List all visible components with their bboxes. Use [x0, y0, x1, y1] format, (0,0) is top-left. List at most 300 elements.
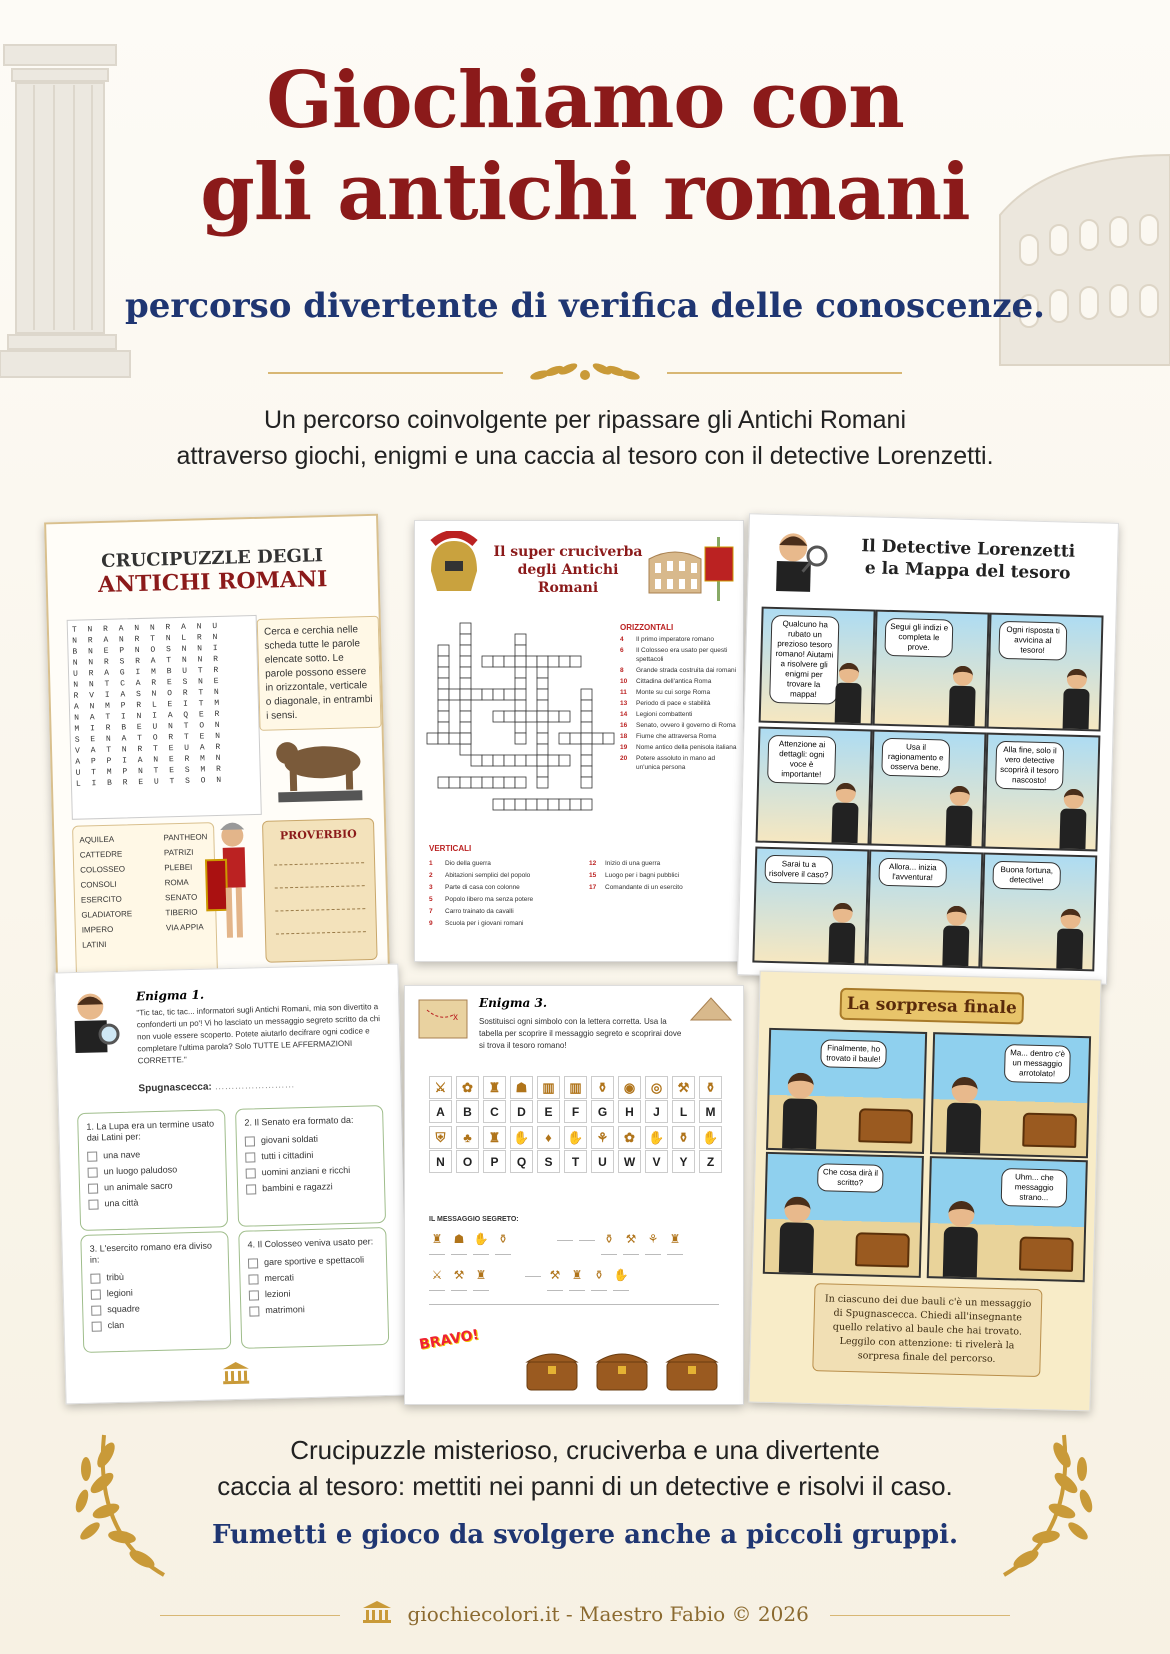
crossword-cell[interactable] — [460, 700, 471, 711]
clue-item — [620, 646, 738, 664]
secret-symbol-icon — [557, 1232, 573, 1241]
crossword-cell[interactable] — [537, 733, 548, 744]
secret-message-label: IL MESSAGGIO SEGRETO: — [429, 1216, 519, 1223]
cipher-letter: V — [645, 1150, 668, 1173]
crossword-cell[interactable] — [460, 634, 471, 645]
clue-text: Abitazioni semplici del popolo — [445, 872, 531, 879]
answer-option[interactable] — [246, 1177, 376, 1196]
speech-bubble: Finalmente, ho trovato il baule! — [820, 1039, 887, 1069]
crossword-cell[interactable] — [438, 645, 449, 656]
crossword-cell[interactable] — [570, 733, 581, 744]
checkbox[interactable] — [245, 1152, 255, 1162]
crossword-cell[interactable] — [537, 799, 548, 810]
crossword-cell[interactable] — [515, 656, 526, 667]
enigma1-text: "Tic tac, tic tac... informatori sugli Antichi Romani, mia son divertito a confonderti un po'! Vi ho lasciato un messaggio segreto scritto da chi non vuole essere scoperto. Potete aiutarlo decifrare ogni codice e completare l'ultima parola? Solo TUTTE LE AFFERMAZIONI CORRETTE." — [136, 1002, 381, 1066]
crossword-cell[interactable] — [548, 656, 559, 667]
crossword-cell[interactable] — [515, 799, 526, 810]
crossword-cell[interactable] — [460, 711, 471, 722]
crossword-cell[interactable] — [559, 799, 570, 810]
detective-head — [951, 1077, 978, 1104]
detective-head — [836, 783, 857, 804]
crossword-cell[interactable] — [438, 689, 449, 700]
treasure-chest-icon — [858, 1108, 913, 1143]
crossword-cell[interactable] — [537, 722, 548, 733]
option-label: tutti i cittadini — [261, 1149, 314, 1162]
temple-icon — [221, 1361, 252, 1386]
crossword-cell[interactable] — [438, 777, 449, 788]
crossword-cell[interactable] — [515, 689, 526, 700]
crossword-cell[interactable] — [537, 711, 548, 722]
clue-number: 12 — [589, 860, 597, 867]
speech-bubble: Che cosa dirà il scritto? — [817, 1163, 884, 1193]
crossword-cell[interactable] — [482, 689, 493, 700]
crossword-cell[interactable] — [471, 755, 482, 766]
wordsearch-instructions: Cerca e cerchia nelle scheda tutte le parole elencate sotto. Le parole possono essere in orizzontale, verticale o diagonale, in entrambi i sensi. — [257, 616, 382, 731]
crossword-cell[interactable] — [570, 799, 581, 810]
crossword-cell[interactable] — [537, 689, 548, 700]
crossword-cell[interactable] — [515, 733, 526, 744]
cipher-symbol-icon: ▥ — [564, 1076, 587, 1099]
crossword-cell[interactable] — [515, 645, 526, 656]
crossword-cell[interactable] — [460, 623, 471, 634]
speech-bubble: Allora... inizia l'avventura! — [878, 858, 947, 888]
crossword-cell[interactable] — [581, 766, 592, 777]
crossword-cell[interactable] — [526, 711, 537, 722]
crossword-cell[interactable] — [460, 645, 471, 656]
cipher-symbol-icon: ▥ — [537, 1076, 560, 1099]
crossword-cell[interactable] — [537, 755, 548, 766]
detective-body — [946, 1103, 981, 1154]
treasure-chest-icon — [855, 1232, 910, 1267]
cipher-letter: E — [537, 1100, 560, 1123]
roman-helmet-icon — [423, 531, 485, 597]
speech-bubble: Attenzione ai dettagli: ogni voce è importante! — [767, 735, 836, 785]
cipher-symbol-icon: ☗ — [510, 1076, 533, 1099]
clue-number: 8 — [620, 667, 624, 674]
crossword-cell[interactable] — [504, 711, 515, 722]
footer-credit[interactable] — [0, 1600, 1170, 1626]
crossword-cell[interactable] — [581, 689, 592, 700]
crossword-title — [493, 543, 643, 597]
crossword-cell[interactable] — [559, 755, 570, 766]
treasure-chest-icon — [1022, 1113, 1077, 1148]
crossword-cell[interactable] — [460, 722, 471, 733]
speech-bubble: Sarai tu a risolvere il caso? — [764, 855, 833, 885]
crossword-cell[interactable] — [515, 678, 526, 689]
crossword-cell[interactable] — [504, 755, 515, 766]
laurel-icon — [520, 355, 650, 391]
crossword-cell[interactable] — [460, 656, 471, 667]
checkbox[interactable] — [92, 1321, 102, 1331]
crossword-cell[interactable] — [515, 700, 526, 711]
crossword-cell[interactable] — [438, 667, 449, 678]
detective-body — [832, 803, 859, 844]
crossword-cell[interactable] — [460, 667, 471, 678]
cipher-letter: J — [645, 1100, 668, 1123]
crossword-cell[interactable] — [548, 711, 559, 722]
wordsearch-grid: T N R A N N R A N U N R A N R T N L R N B N E P N O S N N I N N R S R A T N N R U R A G I M B U T R N N T C A R E S N E R V I A S N O R T N A N M P R L E I T M N A T I N I A Q E R M I R B E U N T O N S E N A T O R T E N V A T N R T E U A R A P P I A N E R M N U T M P N T E S M R L I B R E U T S O N — [67, 615, 262, 820]
clue-number: 18 — [620, 733, 628, 740]
crossword-cell[interactable] — [460, 689, 471, 700]
clue-item — [620, 732, 738, 741]
clue-text: Inizio di una guerra — [605, 860, 661, 867]
checkbox[interactable] — [91, 1289, 101, 1299]
detective-figure — [1063, 669, 1091, 730]
crossword-cell[interactable] — [493, 689, 504, 700]
crossword-cell[interactable] — [493, 711, 504, 722]
cipher-letter: Y — [672, 1150, 695, 1173]
clue-item — [429, 870, 579, 882]
enigma1-title: Enigma 1. — [135, 987, 205, 1004]
detective-title — [832, 534, 1103, 585]
word-item: AQUILEA — [79, 834, 115, 845]
enigma3-title: Enigma 3. — [479, 996, 547, 1010]
crossword-title-line-2: degli Antichi Romani — [517, 562, 619, 596]
crossword-cell[interactable] — [581, 777, 592, 788]
quiz-question — [235, 1105, 386, 1227]
clue-item — [429, 894, 579, 906]
secret-symbol-icon: ⚱ — [591, 1268, 607, 1291]
horizontal-title: ORIZZONTALI — [620, 623, 674, 632]
crossword-cell[interactable] — [504, 689, 515, 700]
intro-line-2: attraverso giochi, enigmi e una caccia al tesoro con il detective Lorenzetti. — [176, 442, 994, 470]
speech-bubble: Usa il ragionamento e osserva bene. — [881, 738, 950, 778]
cipher-letter: P — [483, 1150, 506, 1173]
answer-label: Spugnascecca: — [138, 1081, 212, 1095]
checkbox[interactable] — [248, 1274, 258, 1284]
comic-panel — [980, 852, 1097, 971]
cipher-symbol-icon: ♣ — [456, 1126, 479, 1149]
cipher-letter: U — [591, 1150, 614, 1173]
secret-symbol-icon: ♜ — [569, 1268, 585, 1291]
crossword-cell[interactable] — [482, 755, 493, 766]
crossword-grid — [425, 621, 615, 821]
checkbox[interactable] — [246, 1184, 256, 1194]
crossword-cell[interactable] — [581, 711, 592, 722]
clue-number: 15 — [589, 872, 597, 879]
banner-icon — [701, 537, 737, 601]
cipher-letter: G — [591, 1100, 614, 1123]
crossword-cell[interactable] — [581, 744, 592, 755]
clue-text: Fiume che attraversa Roma — [636, 733, 717, 740]
crossword-cell[interactable] — [427, 733, 438, 744]
clue-number: 20 — [620, 755, 628, 762]
word-item: SENATO — [164, 892, 198, 903]
crossword-cell[interactable] — [471, 689, 482, 700]
crossword-cell[interactable] — [449, 689, 460, 700]
crossword-cell[interactable] — [537, 766, 548, 777]
detective-head — [1063, 789, 1084, 810]
secret-symbol-icon: ♜ — [473, 1268, 489, 1291]
comic-panel — [873, 610, 990, 729]
cipher-letter: B — [456, 1100, 479, 1123]
clue-number: 16 — [620, 722, 628, 729]
answer-field[interactable]: …………………… — [214, 1079, 295, 1093]
detective-body — [782, 1098, 817, 1149]
cipher-letter: S — [537, 1150, 560, 1173]
crossword-cell[interactable] — [438, 733, 449, 744]
word-item: PLEBEI — [164, 862, 193, 873]
detective-body — [779, 1222, 814, 1273]
crossword-cell[interactable] — [493, 755, 504, 766]
crossword-cell[interactable] — [537, 744, 548, 755]
comic-panel — [927, 1156, 1088, 1282]
checkbox[interactable] — [88, 1199, 98, 1209]
crossword-cell[interactable] — [460, 678, 471, 689]
crossword-cell[interactable] — [504, 799, 515, 810]
option-label: matrimoni — [265, 1304, 305, 1316]
crossword-cell[interactable] — [504, 656, 515, 667]
cipher-symbol-icon: ⚱ — [699, 1076, 722, 1099]
crossword-cell[interactable] — [537, 667, 548, 678]
option-label: un luogo paludoso — [103, 1164, 178, 1177]
clue-text: Luogo per i bagni pubblici — [605, 872, 680, 879]
finale-scroll-text: In ciascuno dei due bauli c'è un messaggio di Spugnascecca. Chiedi all'insegnante quello relativo al baule che hai trovato. Leggilo con attenzione: ti rivelerà la sorpresa finale del percorso. — [812, 1283, 1042, 1377]
checkbox[interactable] — [245, 1136, 255, 1146]
detective-figure — [1059, 788, 1087, 849]
detective-body — [835, 683, 862, 724]
cipher-symbol-icon: ✋ — [564, 1126, 587, 1149]
comic-panel — [766, 1028, 927, 1154]
cipher-letter: D — [510, 1100, 533, 1123]
enigma3-card — [404, 985, 744, 1405]
speech-bubble: Buona fortuna, detective! — [992, 861, 1061, 891]
question-text: 1. La Lupa era un termine usato dai Latini per: — [86, 1118, 215, 1143]
checkbox[interactable] — [87, 1151, 97, 1161]
clue-number: 11 — [620, 689, 627, 696]
crossword-cell[interactable] — [515, 722, 526, 733]
proverb-scroll — [262, 818, 378, 963]
pyramid-icon — [689, 996, 733, 1022]
crossword-cell[interactable] — [482, 656, 493, 667]
wordsearch-card — [44, 514, 390, 979]
option-label: mercati — [264, 1272, 295, 1284]
quiz-question — [77, 1109, 228, 1231]
option-label: bambini e ragazzi — [261, 1181, 333, 1194]
detective-body — [1059, 808, 1086, 849]
crossword-cell[interactable] — [581, 733, 592, 744]
clue-text: Popolo libero ma senza potere — [445, 896, 534, 903]
answer-option[interactable] — [91, 1314, 221, 1333]
crossword-cell[interactable] — [537, 656, 548, 667]
comic-panel — [755, 727, 872, 846]
clue-number: 13 — [620, 700, 628, 707]
crossword-cell[interactable] — [570, 656, 581, 667]
secret-symbol-icon — [579, 1232, 595, 1241]
checkbox[interactable] — [88, 1167, 98, 1177]
comic-panel — [763, 1152, 924, 1278]
crossword-cell[interactable] — [537, 777, 548, 788]
clue-number: 5 — [429, 896, 433, 903]
detective-head — [953, 666, 974, 687]
crossword-cell[interactable] — [581, 700, 592, 711]
detective-body — [942, 925, 969, 966]
word-item: VIA APPIA — [165, 922, 204, 933]
clue-text: Potere assoluto in mano ad un'unica persona — [636, 755, 716, 771]
title-line-2: gli antichi romani — [200, 147, 970, 238]
crossword-cell[interactable] — [537, 700, 548, 711]
crossword-cell[interactable] — [515, 777, 526, 788]
word-item: GLADIATORE — [81, 909, 133, 920]
answer-line[interactable] — [429, 1304, 719, 1305]
crossword-cell[interactable] — [603, 733, 614, 744]
detective-title-line-1: Il Detective Lorenzetti — [861, 536, 1076, 562]
crossword-cell[interactable] — [460, 777, 471, 788]
speech-bubble: Alla fine, solo il vero detective scoprirà il tesoro nascosto! — [995, 741, 1064, 791]
cipher-letter: L — [672, 1100, 695, 1123]
clue-number: 3 — [429, 884, 433, 891]
secret-symbol-icon: ⚒ — [451, 1268, 467, 1291]
crossword-cell[interactable] — [526, 799, 537, 810]
question-text: 2. Il Senato era formato da: — [244, 1114, 354, 1128]
clue-item — [589, 870, 729, 882]
detective-body — [949, 686, 976, 727]
quiz-question — [80, 1231, 231, 1353]
checkbox[interactable] — [91, 1305, 101, 1315]
cipher-letter: C — [483, 1100, 506, 1123]
detective-body — [945, 806, 972, 847]
crossword-cell[interactable] — [438, 700, 449, 711]
crossword-cell[interactable] — [471, 777, 482, 788]
crossword-cell[interactable] — [548, 799, 559, 810]
crossword-cell[interactable] — [438, 678, 449, 689]
clue-text: Grande strada costruita dai romani — [636, 667, 737, 674]
answer-option[interactable] — [249, 1299, 379, 1318]
crossword-cell[interactable] — [592, 733, 603, 744]
crossword-cell[interactable] — [515, 667, 526, 678]
crossword-cell[interactable] — [559, 733, 570, 744]
cipher-letter: Z — [699, 1150, 722, 1173]
crossword-cell[interactable] — [537, 678, 548, 689]
checkbox[interactable] — [249, 1290, 259, 1300]
word-item: ROMA — [164, 877, 189, 888]
crossword-cell[interactable] — [515, 755, 526, 766]
cipher-symbol-icon: ✿ — [456, 1076, 479, 1099]
colosseum-icon — [647, 541, 703, 595]
crossword-cell[interactable] — [559, 711, 570, 722]
wordsearch-word-list — [72, 822, 218, 978]
detective-head — [1060, 909, 1081, 930]
secret-symbol-icon: ⚱ — [601, 1232, 617, 1255]
cipher-symbol-icon: ◉ — [618, 1076, 641, 1099]
crossword-cell[interactable] — [493, 799, 504, 810]
detective-body — [1063, 689, 1090, 730]
speech-bubble: Qualcuno ha rubato un prezioso tesoro romano! Aiutami a risolvere gli enigmi per trovare la mappa! — [769, 615, 839, 705]
checkbox[interactable] — [248, 1258, 258, 1268]
footer-credit-text: giochiecolori.it - Maestro Fabio © 2026 — [407, 1602, 809, 1626]
detective-head — [787, 1072, 814, 1099]
clue-number: 17 — [589, 884, 597, 891]
svg-text:x: x — [453, 1012, 458, 1023]
answer-option[interactable] — [248, 1251, 378, 1270]
comic-panel — [866, 849, 983, 968]
crossword-cell[interactable] — [548, 755, 559, 766]
crossword-cell[interactable] — [449, 733, 460, 744]
detective-body — [943, 1227, 978, 1278]
checkbox[interactable] — [249, 1306, 259, 1316]
quiz-question — [238, 1227, 389, 1349]
footer-description — [0, 1432, 1170, 1504]
crossword-cell[interactable] — [526, 656, 537, 667]
crossword-cell[interactable] — [581, 755, 592, 766]
clue-number: 1 — [429, 860, 433, 867]
cipher-symbol-icon: ✋ — [645, 1126, 668, 1149]
crossword-cell[interactable] — [515, 634, 526, 645]
comic-panel — [869, 730, 986, 849]
cipher-symbol-icon: ⛨ — [429, 1126, 452, 1149]
crossword-cell[interactable] — [460, 733, 471, 744]
clue-item — [620, 635, 738, 644]
finale-title: La sorpresa finale — [839, 988, 1024, 1025]
speech-bubble: Uhm... che messaggio strano... — [1001, 1168, 1068, 1208]
crossword-cell[interactable] — [460, 744, 471, 755]
speech-bubble: Ma... dentro c'è un messaggio arrotolato! — [1004, 1044, 1071, 1084]
crossword-cell[interactable] — [493, 656, 504, 667]
crossword-cell[interactable] — [581, 722, 592, 733]
crossword-cell[interactable] — [449, 777, 460, 788]
comic-panel — [752, 847, 869, 966]
crossword-cell[interactable] — [438, 656, 449, 667]
clue-number: 19 — [620, 744, 628, 751]
cipher-symbol-icon: ♦ — [537, 1126, 560, 1149]
secret-symbol-icon: ♜ — [667, 1232, 683, 1255]
divider-right — [667, 372, 902, 374]
cipher-symbol-icon: ◎ — [645, 1076, 668, 1099]
crossword-cell[interactable] — [438, 711, 449, 722]
checkbox[interactable] — [90, 1273, 100, 1283]
detective-head — [946, 906, 967, 927]
cipher-letter: A — [429, 1100, 452, 1123]
clue-item — [620, 721, 738, 730]
clue-item — [620, 754, 738, 772]
word-item: IMPERO — [81, 924, 114, 935]
secret-symbol-icon: ♜ — [429, 1232, 445, 1255]
crossword-cell[interactable] — [438, 722, 449, 733]
secret-symbol-icon — [525, 1268, 541, 1277]
detective-avatar-icon — [762, 523, 834, 595]
crossword-cell[interactable] — [526, 755, 537, 766]
crossword-title-line-1: Il super cruciverba — [493, 544, 643, 560]
checkbox[interactable] — [246, 1168, 256, 1178]
bravo-badge: BRAVO! — [418, 1326, 481, 1354]
clue-number: 4 — [620, 636, 624, 643]
option-label: giovani soldati — [260, 1133, 319, 1146]
crossword-cell[interactable] — [559, 656, 570, 667]
crossword-cell[interactable] — [581, 799, 592, 810]
checkbox[interactable] — [88, 1183, 98, 1193]
proverb-title: PROVERBIO — [279, 827, 357, 843]
cipher-symbol-icon: ✋ — [510, 1126, 533, 1149]
clue-text: Senato, ovvero il governo di Roma — [636, 722, 736, 729]
crossword-cell[interactable] — [515, 711, 526, 722]
detective-figure — [945, 786, 973, 847]
clue-text: Il primo imperatore romano — [636, 636, 715, 643]
clue-item — [589, 858, 729, 870]
temple-icon — [361, 1600, 393, 1624]
crossword-cell[interactable] — [504, 777, 515, 788]
cipher-letter: M — [699, 1100, 722, 1123]
enigma3-text: Sostituisci ogni simbolo con la lettera corretta. Usa la tabella per scoprire il messaggio segreto e scoprirai dove si trova il tesoro romano! — [479, 1017, 682, 1050]
clue-number: 6 — [620, 647, 624, 654]
cipher-symbol-icon: ⚱ — [591, 1076, 614, 1099]
crossword-cell[interactable] — [482, 777, 493, 788]
title-line-1: Giochiamo con — [266, 55, 904, 146]
answer-option[interactable] — [88, 1192, 218, 1211]
word-item: COLOSSEO — [80, 864, 126, 875]
enigma1-answer — [138, 1079, 294, 1094]
crossword-cell[interactable] — [493, 777, 504, 788]
secret-symbol-icon: ☗ — [451, 1232, 467, 1255]
